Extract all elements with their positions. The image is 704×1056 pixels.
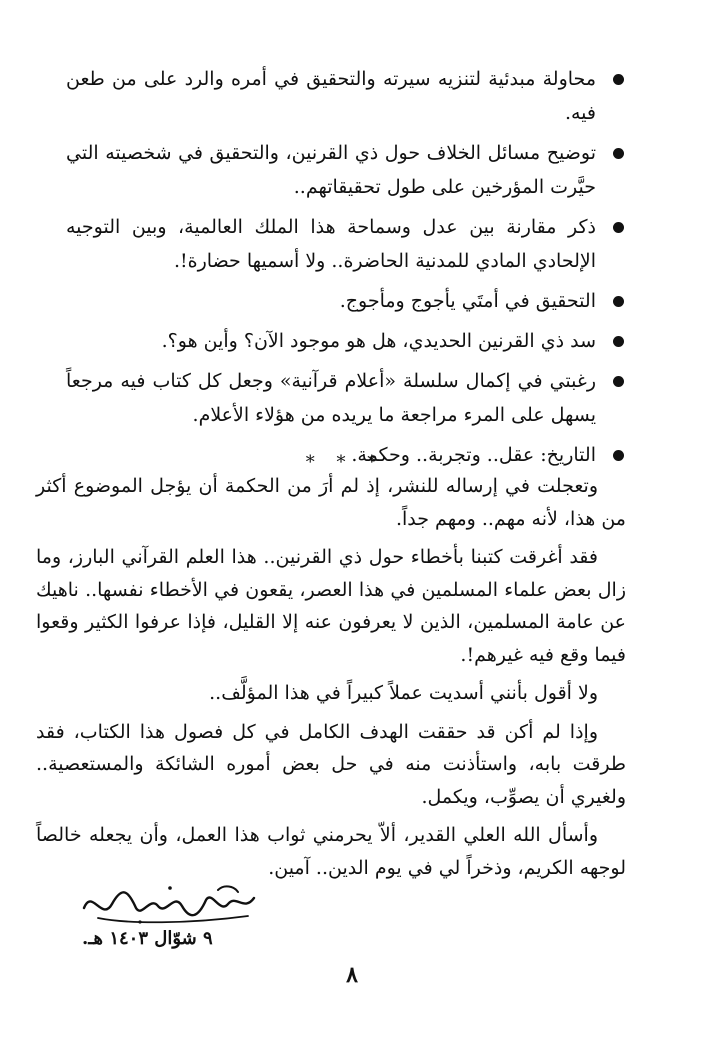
bullet-text: التحقيق في أمتَي يأجوج ومأجوج.	[339, 290, 596, 312]
bullet-item	[66, 136, 626, 204]
bullet-text: رغبتي في إكمال سلسلة «أعلام قرآنية» وجعل كل كتاب فيه مرجعاً يسهل على المرء مراجعة ما يريده من هؤلاء الأعلام.	[66, 370, 596, 426]
goals-bullet-list	[66, 62, 626, 478]
bullet-dot-icon	[613, 296, 624, 307]
paragraph: وإذا لم أكن قد حققت الهدف الكامل في كل فصول هذا الكتاب، فقد طرقت بابه، واستأذنت منه في حل بعض أموره الشائكة والمستعصية.. ولغيري أن يصوِّب، ويكمل.	[36, 720, 626, 808]
paragraph: وتعجلت في إرساله للنشر، إذ لم أرَ من الحكمة أن يؤجل الموضوع أكثر من هذا، لأنه مهم.. ومهم جداً.	[36, 475, 626, 530]
section-separator-stars: * * *	[305, 452, 385, 473]
bullet-text: التاريخ: عقل.. وتجربة.. وحكمة.	[351, 444, 596, 466]
paragraph: فقد أغرقت كتبنا بأخطاء حول ذي القرنين.. هذا العلم القرآني البارز، وما زال بعض علماء المسلمين في هذا العصر، يقعون في الأخطاء نفسها.. ناهيك عن عامة المسلمين، الذين لا يعرفون عنه إلا القليل، فإذا عرفوا الكثير وقعوا فيما وقع فيه غيرهم!.	[36, 546, 626, 666]
bullet-dot-icon	[613, 336, 624, 347]
page-number: ٨	[346, 962, 358, 988]
bullet-item	[66, 284, 626, 318]
bullet-text: ذكر مقارنة بين عدل وسماحة هذا الملك العالمية، وبين التوجيه الإلحادي المادي للمدنية الحاضرة.. ولا أسميها حضارة!.	[66, 216, 596, 272]
bullet-text: سد ذي القرنين الحديدي، هل هو موجود الآن؟ وأين هو؟.	[161, 330, 596, 352]
bullet-dot-icon	[613, 74, 624, 85]
paragraph: ولا أقول بأنني أسديت عملاً كبيراً في هذا المؤلَّف..	[209, 682, 598, 704]
bullet-item	[66, 62, 626, 130]
bullet-item	[66, 364, 626, 432]
body-text	[36, 470, 626, 890]
bullet-dot-icon	[613, 148, 624, 159]
date-line: ٩ شوّال ١٤٠٣ هـ.	[82, 928, 213, 949]
author-signature	[78, 878, 268, 930]
bullet-text: محاولة مبدئية لتنزيه سيرته والتحقيق في أمره والرد على من طعن فيه.	[66, 68, 596, 124]
bullet-item	[66, 210, 626, 278]
paragraph: وأسأل الله العلي القدير، ألاّ يحرمني ثواب هذا العمل، وأن يجعله خالصاً لوجهه الكريم، وذخراً لي في يوم الدين.. آمين.	[36, 824, 626, 879]
bullet-item	[66, 324, 626, 358]
bullet-text: توضيح مسائل الخلاف حول ذي القرنين، والتحقيق في شخصيته التي حيَّرت المؤرخين على طول تحقيقاتهم..	[66, 142, 596, 198]
bullet-dot-icon	[613, 376, 624, 387]
bullet-dot-icon	[613, 450, 624, 461]
bullet-dot-icon	[613, 222, 624, 233]
